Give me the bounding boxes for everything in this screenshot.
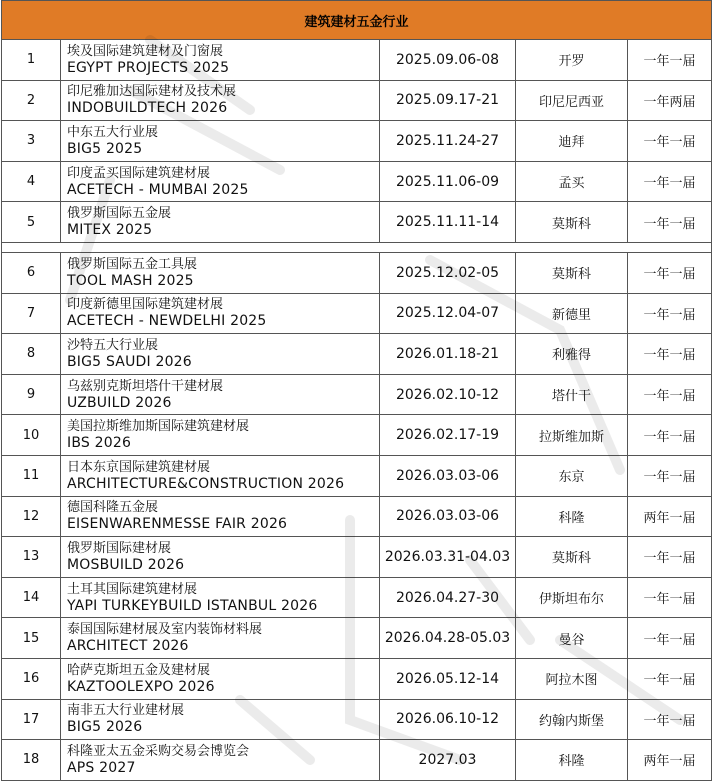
exhibition-city: 科隆 (516, 740, 628, 781)
exhibition-frequency: 一年一届 (628, 537, 712, 578)
exhibition-frequency: 一年一届 (628, 415, 712, 456)
exhibition-city: 利雅得 (516, 334, 628, 375)
row-number: 9 (2, 374, 61, 415)
page-break-gap (2, 242, 712, 252)
table-row (2, 658, 712, 699)
exhibition-frequency: 一年一届 (628, 618, 712, 659)
exhibition-frequency: 两年一届 (628, 740, 712, 781)
exhibition-frequency: 一年一届 (628, 161, 712, 202)
table-row (2, 161, 712, 202)
exhibition-name (61, 618, 380, 659)
exhibition-frequency: 一年一届 (628, 374, 712, 415)
gap-cell (2, 242, 712, 252)
exhibition-frequency: 一年一届 (628, 334, 712, 375)
exhibition-table (1, 0, 712, 781)
row-number: 11 (2, 455, 61, 496)
row-number: 10 (2, 415, 61, 456)
exhibition-frequency: 一年一届 (628, 699, 712, 740)
exhibition-name (61, 293, 380, 334)
exhibition-city: 阿拉木图 (516, 658, 628, 699)
exhibition-name-cn: 印度孟买国际建筑建材展 (67, 165, 211, 181)
exhibition-city: 约翰内斯堡 (516, 699, 628, 740)
table-row (2, 455, 712, 496)
exhibition-name-en: TOOL MASH 2025 (67, 272, 194, 289)
exhibition-name (61, 415, 380, 456)
exhibition-date: 2026.03.03-06 (380, 496, 516, 537)
table-row (2, 80, 712, 121)
exhibition-name-en: YAPI TURKEYBUILD ISTANBUL 2026 (67, 597, 318, 614)
exhibition-date: 2026.04.28-05.03 (380, 618, 516, 659)
exhibition-name-cn: 沙特五大行业展 (67, 337, 159, 353)
exhibition-name (61, 80, 380, 121)
exhibition-name-cn: 美国拉斯维加斯国际建筑建材展 (67, 419, 250, 435)
exhibition-frequency: 一年一届 (628, 293, 712, 334)
table-row (2, 537, 712, 578)
exhibition-date: 2025.12.04-07 (380, 293, 516, 334)
exhibition-frequency: 两年一届 (628, 496, 712, 537)
exhibition-city: 拉斯维加斯 (516, 415, 628, 456)
table-row (2, 374, 712, 415)
table-row (2, 40, 712, 81)
exhibition-name (61, 252, 380, 293)
exhibition-frequency: 一年一届 (628, 252, 712, 293)
exhibition-name (61, 699, 380, 740)
exhibition-date: 2026.02.17-19 (380, 415, 516, 456)
exhibition-frequency: 一年一届 (628, 40, 712, 81)
exhibition-date: 2026.03.31-04.03 (380, 537, 516, 578)
exhibition-name (61, 161, 380, 202)
exhibition-date: 2025.11.11-14 (380, 202, 516, 243)
exhibition-name (61, 658, 380, 699)
exhibition-frequency: 一年一届 (628, 202, 712, 243)
table-row (2, 577, 712, 618)
row-number: 1 (2, 40, 61, 81)
table-row (2, 293, 712, 334)
exhibition-name (61, 537, 380, 578)
exhibition-name-en: ARCHITECT 2026 (67, 638, 189, 655)
row-number: 5 (2, 202, 61, 243)
section-header-row (2, 1, 712, 40)
exhibition-city: 伊斯坦布尔 (516, 577, 628, 618)
exhibition-date: 2025.09.17-21 (380, 80, 516, 121)
exhibition-date: 2026.05.12-14 (380, 658, 516, 699)
exhibition-name-cn: 科隆亚太五金采购交易会博览会 (67, 743, 250, 759)
exhibition-name-cn: 南非五大行业建材展 (67, 703, 185, 719)
exhibition-date: 2026.06.10-12 (380, 699, 516, 740)
row-number: 17 (2, 699, 61, 740)
exhibition-name (61, 740, 380, 781)
exhibition-name-en: INDOBUILDTECH 2026 (67, 100, 228, 117)
exhibition-name (61, 40, 380, 81)
exhibition-date: 2026.03.03-06 (380, 455, 516, 496)
row-number: 16 (2, 658, 61, 699)
exhibition-frequency: 一年一届 (628, 455, 712, 496)
exhibition-date: 2026.02.10-12 (380, 374, 516, 415)
exhibition-name-cn: 泰国国际建材展及室内装饰材料展 (67, 622, 263, 638)
exhibition-name-en: MITEX 2025 (67, 222, 153, 239)
exhibition-name-cn: 日本东京国际建筑建材展 (67, 459, 211, 475)
exhibition-city: 新德里 (516, 293, 628, 334)
row-number: 4 (2, 161, 61, 202)
exhibition-name-cn: 德国科隆五金展 (67, 500, 159, 516)
section-title: 建筑建材五金行业 (2, 1, 712, 40)
exhibition-name-en: EGYPT PROJECTS 2025 (67, 59, 230, 76)
exhibition-name (61, 577, 380, 618)
exhibition-date: 2026.01.18-21 (380, 334, 516, 375)
exhibition-name-cn: 土耳其国际建筑建材展 (67, 581, 198, 597)
exhibition-name (61, 121, 380, 162)
exhibition-name (61, 374, 380, 415)
row-number: 2 (2, 80, 61, 121)
exhibition-city: 迪拜 (516, 121, 628, 162)
exhibition-name-cn: 乌兹别克斯坦塔什干建材展 (67, 378, 224, 394)
exhibition-name-cn: 印度新德里国际建筑建材展 (67, 297, 224, 313)
exhibition-name-en: BIG5 2025 (67, 140, 143, 157)
exhibition-city: 科隆 (516, 496, 628, 537)
exhibition-city: 孟买 (516, 161, 628, 202)
exhibition-name-en: UZBUILD 2026 (67, 394, 172, 411)
row-number: 6 (2, 252, 61, 293)
exhibition-name-en: ARCHITECTURE&CONSTRUCTION 2026 (67, 475, 345, 492)
row-number: 15 (2, 618, 61, 659)
exhibition-name-cn: 俄罗斯国际五金工具展 (67, 256, 198, 272)
exhibition-name-cn: 哈萨克斯坦五金及建材展 (67, 662, 211, 678)
exhibition-name (61, 334, 380, 375)
exhibition-name-en: BIG5 2026 (67, 719, 143, 736)
exhibition-name-en: BIG5 SAUDI 2026 (67, 353, 192, 370)
row-number: 13 (2, 537, 61, 578)
exhibition-city: 塔什干 (516, 374, 628, 415)
exhibition-city: 莫斯科 (516, 252, 628, 293)
table-row (2, 699, 712, 740)
row-number: 8 (2, 334, 61, 375)
exhibition-frequency: 一年一届 (628, 121, 712, 162)
exhibition-name-en: ACETECH - NEWDELHI 2025 (67, 313, 267, 330)
exhibition-frequency: 一年一届 (628, 658, 712, 699)
row-number: 3 (2, 121, 61, 162)
exhibition-city: 印尼尼西亚 (516, 80, 628, 121)
exhibition-date: 2025.11.24-27 (380, 121, 516, 162)
table-row (2, 252, 712, 293)
exhibition-name-cn: 俄罗斯国际建材展 (67, 540, 172, 556)
exhibition-name-cn: 印尼雅加达国际建材及技术展 (67, 84, 237, 100)
exhibition-city: 开罗 (516, 40, 628, 81)
exhibition-date: 2026.04.27-30 (380, 577, 516, 618)
exhibition-frequency: 一年两届 (628, 80, 712, 121)
table-row (2, 202, 712, 243)
exhibition-name-cn: 俄罗斯国际五金展 (67, 206, 172, 222)
exhibition-date: 2025.09.06-08 (380, 40, 516, 81)
exhibition-city: 东京 (516, 455, 628, 496)
table-row (2, 121, 712, 162)
exhibition-city: 莫斯科 (516, 537, 628, 578)
row-number: 14 (2, 577, 61, 618)
exhibition-frequency: 一年一届 (628, 577, 712, 618)
exhibition-city: 莫斯科 (516, 202, 628, 243)
table-row (2, 334, 712, 375)
exhibition-date: 2025.12.02-05 (380, 252, 516, 293)
exhibition-name (61, 496, 380, 537)
row-number: 12 (2, 496, 61, 537)
table-row (2, 618, 712, 659)
row-number: 7 (2, 293, 61, 334)
exhibition-name-en: APS 2027 (67, 759, 136, 776)
exhibition-date: 2027.03 (380, 740, 516, 781)
exhibition-name-cn: 中东五大行业展 (67, 124, 159, 140)
row-number: 18 (2, 740, 61, 781)
exhibition-date: 2025.11.06-09 (380, 161, 516, 202)
exhibition-name-en: MOSBUILD 2026 (67, 556, 185, 573)
exhibition-name (61, 455, 380, 496)
table-row (2, 740, 712, 781)
table-row (2, 415, 712, 456)
exhibition-name-cn: 埃及国际建筑建材及门窗展 (67, 43, 224, 59)
exhibition-name-en: ACETECH - MUMBAI 2025 (67, 181, 249, 198)
exhibition-city: 曼谷 (516, 618, 628, 659)
exhibition-name (61, 202, 380, 243)
exhibition-name-en: KAZTOOLEXPO 2026 (67, 678, 215, 695)
exhibition-name-en: EISENWARENMESSE FAIR 2026 (67, 516, 288, 533)
table-row (2, 496, 712, 537)
exhibition-name-en: IBS 2026 (67, 435, 132, 452)
